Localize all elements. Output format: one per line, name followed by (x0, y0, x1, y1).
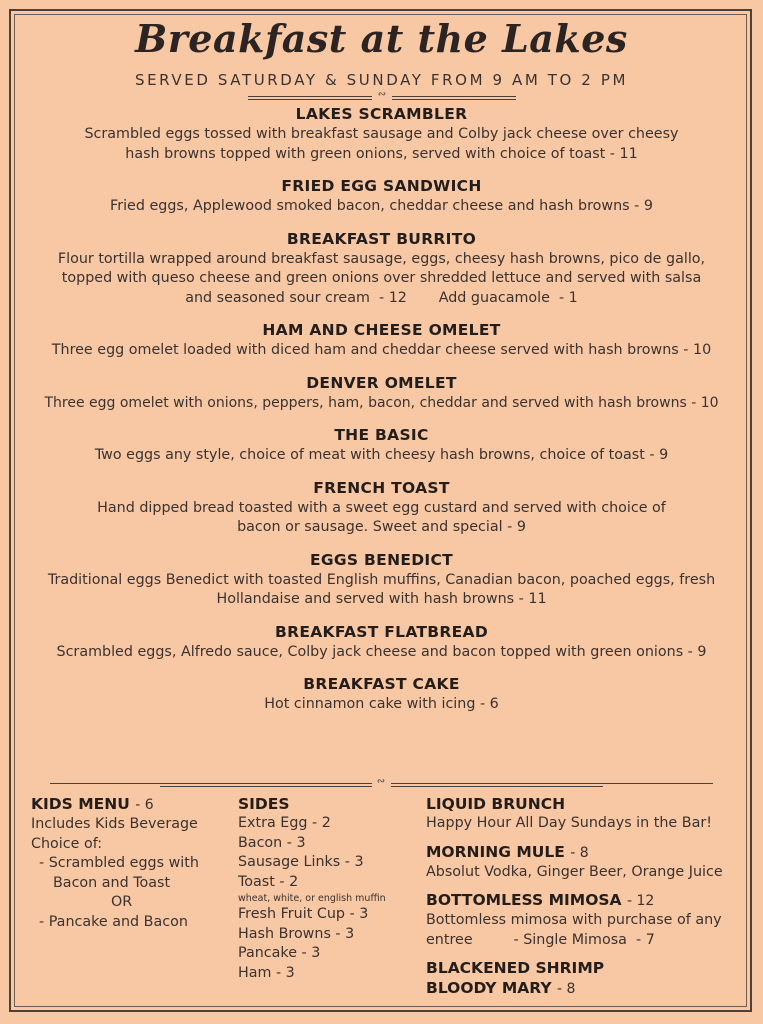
item-desc: Hand dipped bread toasted with a sweet egg custard and served with choice of (97, 499, 666, 516)
item-name: EGGS BENEDICT (309, 550, 454, 569)
liquid-brunch-desc: Happy Hour All Day Sundays in the Bar! (426, 815, 712, 831)
item-desc: Three egg omelet with onions, peppers, ham, bacon, cheddar and served with hash browns - 10 (44, 394, 719, 411)
kids-menu-title: KIDS MENU (31, 795, 130, 813)
drinks-section (426, 794, 736, 999)
kids-menu-line: Choice of: (31, 835, 103, 852)
side-item: Extra Egg - 2 (238, 815, 331, 831)
bloody-mary-title: BLOODY MARY (426, 979, 552, 997)
menu-title: Breakfast at the Lakes (135, 16, 628, 61)
bottom-divider (50, 776, 713, 789)
menu-item-ham-cheese-omelet (14, 320, 749, 361)
item-desc: Flour tortilla wrapped around breakfast sausage, eggs, cheesy hash browns, pico de gallo, (57, 250, 706, 267)
item-desc: Three egg omelet loaded with diced ham and cheddar cheese served with hash browns - 10 (51, 342, 712, 358)
item-desc: Fried eggs, Applewood smoked bacon, cheddar cheese and hash browns - 9 (110, 198, 653, 214)
menu-item-breakfast-cake (14, 674, 749, 715)
liquid-brunch-heading: LIQUID BRUNCH (426, 795, 566, 813)
item-desc: Scrambled eggs tossed with breakfast sausage and Colby jack cheese over cheesy (84, 126, 679, 142)
kids-menu-section (31, 794, 231, 932)
menu-item-breakfast-burrito (14, 229, 749, 309)
side-item: Pancake - 3 (238, 945, 321, 961)
side-item: Bacon - 3 (238, 834, 306, 851)
bloody-mary-price: - 8 (557, 981, 576, 997)
kids-menu-price: - 6 (135, 797, 154, 813)
item-name: DENVER OMELET (306, 373, 457, 392)
kids-menu-heading (31, 794, 231, 815)
item-name: FRENCH TOAST (313, 478, 450, 497)
scroll-ornament-icon: ∾ (376, 776, 386, 787)
item-desc: hash browns topped with green onions, served with choice of toast - 11 (125, 145, 638, 162)
item-name: BREAKFAST FLATBREAD (274, 622, 488, 641)
side-item: Hash Browns - 3 (238, 925, 355, 942)
kids-option: Bacon and Toast (53, 874, 171, 891)
kids-option: - Scrambled eggs with (39, 855, 199, 871)
menu-subtitle: SERVED SATURDAY & SUNDAY FROM 9 AM TO 2 PM (134, 71, 629, 89)
item-name: BREAKFAST CAKE (303, 675, 460, 693)
menu-item-lakes-scrambler (14, 104, 749, 164)
menu-item-the-basic (14, 425, 749, 466)
bottomless-mimosa-heading (426, 890, 736, 911)
menu-item-french-toast (14, 478, 749, 538)
bloody-mary-heading (426, 978, 736, 999)
item-desc: Hot cinnamon cake with icing - 6 (264, 696, 499, 712)
item-name: LAKES SCRAMBLER (295, 105, 468, 123)
bottomless-mimosa-price: - 12 (626, 893, 655, 909)
item-desc: Two eggs any style, choice of meat with cheesy hash browns, choice of toast - 9 (94, 447, 669, 463)
morning-mule-desc: Absolut Vodka, Ginger Beer, Orange Juice (426, 863, 723, 880)
kids-option: - Pancake and Bacon (39, 913, 188, 930)
morning-mule-price: - 8 (570, 844, 589, 861)
menu-item-breakfast-flatbread (14, 622, 749, 663)
morning-mule-title: MORNING MULE (426, 842, 565, 861)
side-item: Toast - 2 (238, 873, 299, 890)
item-desc: and seasoned sour cream - 12 Add guacamole - 1 (185, 289, 578, 306)
menu-item-denver-omelet (14, 373, 749, 414)
item-name: BREAKFAST BURRITO (286, 229, 477, 248)
side-item: Sausage Links - 3 (238, 854, 364, 870)
menu-items (14, 104, 749, 727)
item-name: HAM AND CHEESE OMELET (262, 321, 501, 339)
item-name: FRIED EGG SANDWICH (281, 177, 482, 195)
item-desc: Scrambled eggs, Alfredo sauce, Colby jack cheese and bacon topped with green onions - 9 (56, 643, 707, 660)
item-desc: Hollandaise and served with hash browns - 11 (216, 591, 547, 607)
item-desc: topped with queso cheese and green onions over shredded lettuce and served with salsa (61, 270, 702, 286)
sides-section (238, 794, 418, 983)
item-name: THE BASIC (334, 426, 429, 444)
bottomless-mimosa-desc: entree - Single Mimosa - 7 (426, 931, 655, 948)
sides-heading: SIDES (238, 795, 290, 813)
bottomless-mimosa-title: BOTTOMLESS MIMOSA (426, 891, 622, 909)
kids-menu-line: Includes Kids Beverage (31, 816, 198, 832)
item-desc: Traditional eggs Benedict with toasted English muffins, Canadian bacon, poached eggs, fresh (47, 571, 716, 588)
side-item-note: wheat, white, or english muffin (238, 893, 386, 904)
blackened-shrimp-heading: BLACKENED SHRIMP (426, 959, 605, 977)
side-item: Ham - 3 (238, 964, 295, 981)
scroll-ornament-icon: ∾ (377, 89, 387, 100)
item-desc: bacon or sausage. Sweet and special - 9 (237, 519, 526, 535)
menu-item-eggs-benedict (14, 550, 749, 610)
menu-item-fried-egg-sandwich (14, 176, 749, 217)
kids-or: OR (111, 894, 133, 910)
top-divider (248, 89, 516, 102)
morning-mule-heading (426, 842, 736, 863)
bottomless-mimosa-desc: Bottomless mimosa with purchase of any (426, 912, 722, 928)
side-item: Fresh Fruit Cup - 3 (238, 906, 369, 922)
